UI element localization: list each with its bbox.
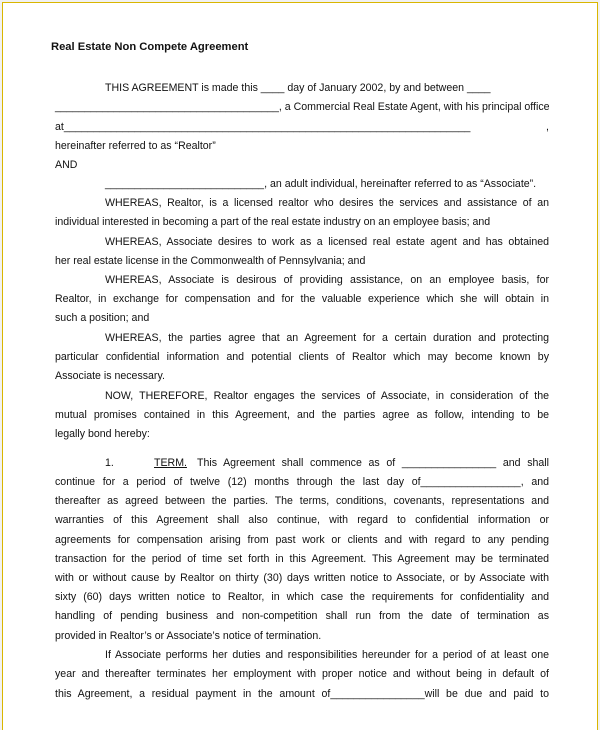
paragraph-line: ___________________________, an adult individual, hereinafter referred to as “Associate”.	[105, 178, 537, 190]
paragraph-line: WHEREAS, the parties agree that an Agreement for a certain duration and protecting	[105, 332, 549, 344]
paragraph-line: individual interested in becoming a part of the real estate industry on an employee basis; and	[55, 216, 491, 228]
paragraph-line: agreements for compensation arising from past work or clients and with regard to any pending	[55, 534, 549, 546]
paragraph-line: NOW, THEREFORE, Realtor engages the services of Associate, in consideration of the	[105, 390, 549, 402]
paragraph-line: Realtor, in exchange for compensation and for the valuable experience which she will obtain in	[55, 293, 549, 305]
paragraph-line: this Agreement, a residual payment in the amount of________________will be due and paid to	[55, 688, 549, 700]
paragraph-line: ______________________________________, a Commercial Real Estate Agent, with his principal office	[55, 101, 550, 113]
paragraph-line: provided in Realtor’s or Associate’s notice of termination.	[55, 630, 322, 642]
paragraph-line: mutual promises contained in this Agreement, and the parties agree as follow, intending to be	[55, 409, 549, 421]
paragraph-line: her real estate license in the Commonwealth of Pennsylvania; and	[55, 255, 366, 267]
document-page	[2, 2, 598, 730]
paragraph-line: particular confidential information and potential clients of Realtor which may become known by	[55, 351, 549, 363]
paragraph-line: WHEREAS, Associate desires to work as a licensed real estate agent and has obtained	[105, 236, 549, 248]
paragraph-line: This Agreement shall commence as of ________________ and shall	[197, 457, 549, 469]
paragraph-line: warranties of this Agreement shall also continue, with regard to confidential information or	[55, 514, 549, 526]
paragraph-line: at_____________________________________________________________________ ,	[55, 121, 549, 133]
paragraph-line: If Associate performs her duties and responsibilities hereunder for a period of at least one	[105, 649, 549, 661]
paragraph-line: handling of pending business and non-competition shall run from the date of termination as	[55, 610, 549, 622]
term-heading: TERM.	[154, 457, 187, 469]
paragraph-line: legally bond hereby:	[55, 428, 150, 440]
paragraph-line: thereafter as agreed between the parties. The terms, conditions, covenants, representations and	[55, 495, 549, 507]
paragraph-line: AND	[55, 159, 78, 171]
paragraph-line: year and thereafter terminates her employment with proper notice and without being in default of	[55, 668, 549, 680]
paragraph-line: continue for a period of twelve (12) months through the last day of_________________, and	[55, 476, 549, 488]
term-number: 1.	[105, 457, 114, 469]
paragraph-line: WHEREAS, Realtor, is a licensed realtor who desires the services and assistance of an	[105, 197, 549, 209]
paragraph-line: WHEREAS, Associate is desirous of providing assistance, on an employee basis, for	[105, 274, 549, 286]
paragraph-line: with or without cause by Realtor on thirty (30) days written notice to Associate, or by Associate with	[55, 572, 549, 584]
paragraph-line: transaction for the period of time set forth in this Agreement. This Agreement may be terminated	[55, 553, 549, 565]
document-title: Real Estate Non Compete Agreement	[51, 41, 249, 53]
paragraph-line: Associate is necessary.	[55, 370, 165, 382]
paragraph-line: THIS AGREEMENT is made this ____ day of January 2002, by and between ____	[105, 82, 491, 94]
paragraph-line: hereinafter referred to as “Realtor”	[55, 140, 216, 152]
paragraph-line: such a position; and	[55, 312, 150, 324]
paragraph-line: sixty (60) days written notice to Realtor, in which case the requirements for confidentiality and	[55, 591, 549, 603]
